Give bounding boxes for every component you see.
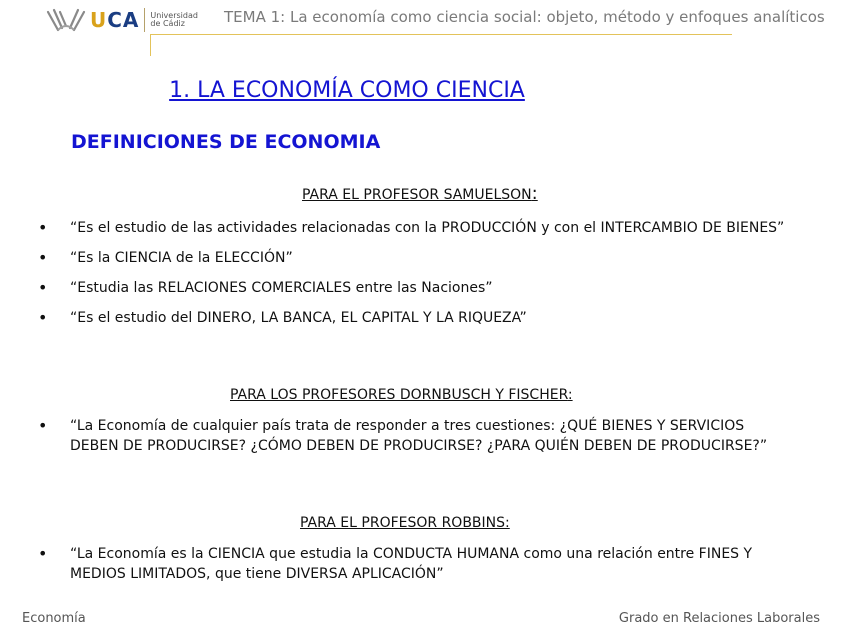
- logo-divider: [144, 8, 145, 32]
- list-item: [36, 248, 796, 268]
- list-item: [36, 308, 796, 328]
- definitions-list-dornbusch-fischer: [36, 416, 796, 466]
- section-heading-suffix: :: [531, 183, 538, 204]
- bullet-icon: •: [38, 308, 48, 327]
- section-heading-suffix: :: [567, 387, 573, 403]
- bullet-icon: •: [38, 278, 48, 297]
- section-heading-dornbusch-fischer: [230, 387, 573, 403]
- logo-letter-u: U: [90, 8, 108, 32]
- bullet-icon: •: [38, 218, 48, 237]
- logo-letters-ca: CA: [107, 8, 140, 32]
- list-item-text: “La Economía es la CIENCIA que estudia la CONDUCTA HUMANA como una relación entre FINES Y MEDIOS LIMITADOS, que tiene DIVERSA APLICACIÓN”: [70, 546, 753, 582]
- section-heading-robbins: [300, 515, 510, 531]
- bullet-icon: •: [38, 248, 48, 267]
- footer-degree: Grado en Relaciones Laborales: [618, 611, 820, 626]
- slide-header: [0, 0, 848, 60]
- university-logo: [44, 6, 198, 34]
- bullet-icon: •: [38, 416, 48, 435]
- logo-university-name: [150, 12, 198, 28]
- main-title: 1. LA ECONOMÍA COMO CIENCIA: [169, 78, 525, 103]
- list-item-text: “La Economía de cualquier país trata de responder a tres cuestiones: ¿QUÉ BIENES Y SERVICIOS DEBEN DE PRODUCIRSE? ¿CÓMO DEBEN DE PRODUCIRSE? ¿PARA QUIÉN DEBEN DE PRODUCIRSE?”: [70, 418, 768, 454]
- header-vertical-rule: [150, 34, 151, 56]
- section-heading-text: PARA LOS PROFESORES DORNBUSCH Y FISCHER: [230, 387, 568, 403]
- logo-wordmark: [90, 8, 139, 32]
- list-item-text: “Es la CIENCIA de la ELECCIÓN”: [70, 250, 293, 266]
- list-item-text: “Estudia las RELACIONES COMERCIALES entre las Naciones”: [70, 280, 493, 296]
- list-item: [36, 416, 796, 456]
- definitions-list-robbins: [36, 544, 796, 594]
- logo-uni-line2: de Cádiz: [150, 19, 185, 28]
- header-rule: [150, 34, 732, 35]
- uca-emblem-icon: [44, 6, 88, 34]
- definitions-list-samuelson: [36, 218, 796, 338]
- list-item: [36, 544, 796, 584]
- header-title: TEMA 1: La economía como ciencia social: objeto, método y enfoques analíticos: [224, 8, 825, 26]
- footer-course: Economía: [22, 611, 86, 626]
- subtitle: DEFINICIONES DE ECONOMIA: [71, 131, 381, 153]
- list-item-text: “Es el estudio de las actividades relacionadas con la PRODUCCIÓN y con el INTERCAMBIO DE BIENES”: [70, 220, 785, 236]
- section-heading-samuelson: [302, 183, 538, 204]
- bullet-icon: •: [38, 544, 48, 563]
- section-heading-text: PARA EL PROFESOR SAMUELSON: [302, 187, 532, 203]
- section-heading-text: PARA EL PROFESOR ROBBINS:: [300, 515, 510, 531]
- logo-uni-line1: Universidad: [150, 11, 198, 20]
- list-item: [36, 278, 796, 298]
- list-item: [36, 218, 796, 238]
- list-item-text: “Es el estudio del DINERO, LA BANCA, EL CAPITAL Y LA RIQUEZA”: [70, 310, 527, 326]
